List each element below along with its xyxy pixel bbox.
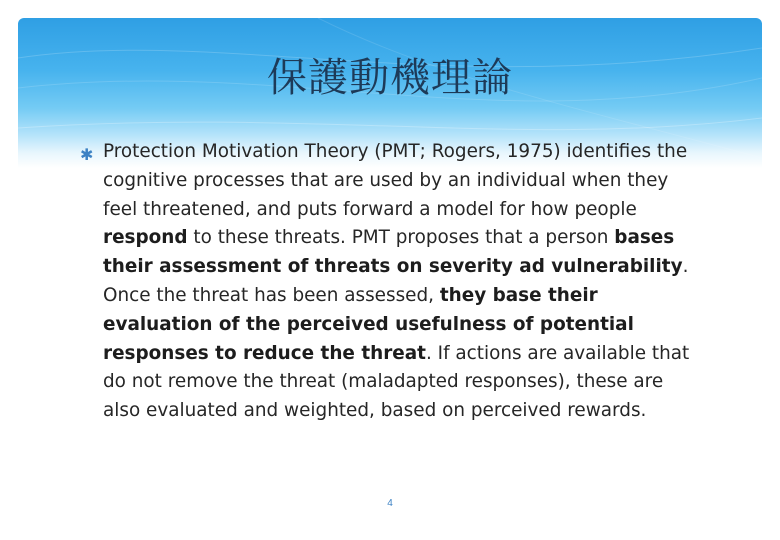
slide-title: 保護動機理論	[267, 55, 513, 101]
paragraph-bold-1: respond	[103, 227, 188, 249]
page-number: 4	[387, 498, 393, 509]
paragraph-text-1: Protection Motivation Theory (PMT; Rogers, 1975) identifies the cognitive processes that are used by an individual when they feel threatened, and puts forward a model for how people	[103, 141, 688, 220]
paragraph-bold-2: bases their assessment of threats on severity ad vulnerability	[103, 227, 683, 278]
paragraph-text-3: . Once the threat has been assessed,	[103, 256, 689, 306]
asterisk-bullet-icon: ✱	[80, 147, 94, 164]
paragraph-bold-3: they base their evaluation of the perceived usefulness of potential responses to reduce the threat	[103, 284, 634, 364]
paragraph-text-4: . If actions are available that do not remove the threat (maladapted responses), these are also evaluated and weighted, based on perceived rewards.	[103, 342, 690, 422]
paragraph-text-2: to these threats. PMT proposes that a person	[187, 227, 615, 249]
body-paragraph	[103, 138, 703, 426]
